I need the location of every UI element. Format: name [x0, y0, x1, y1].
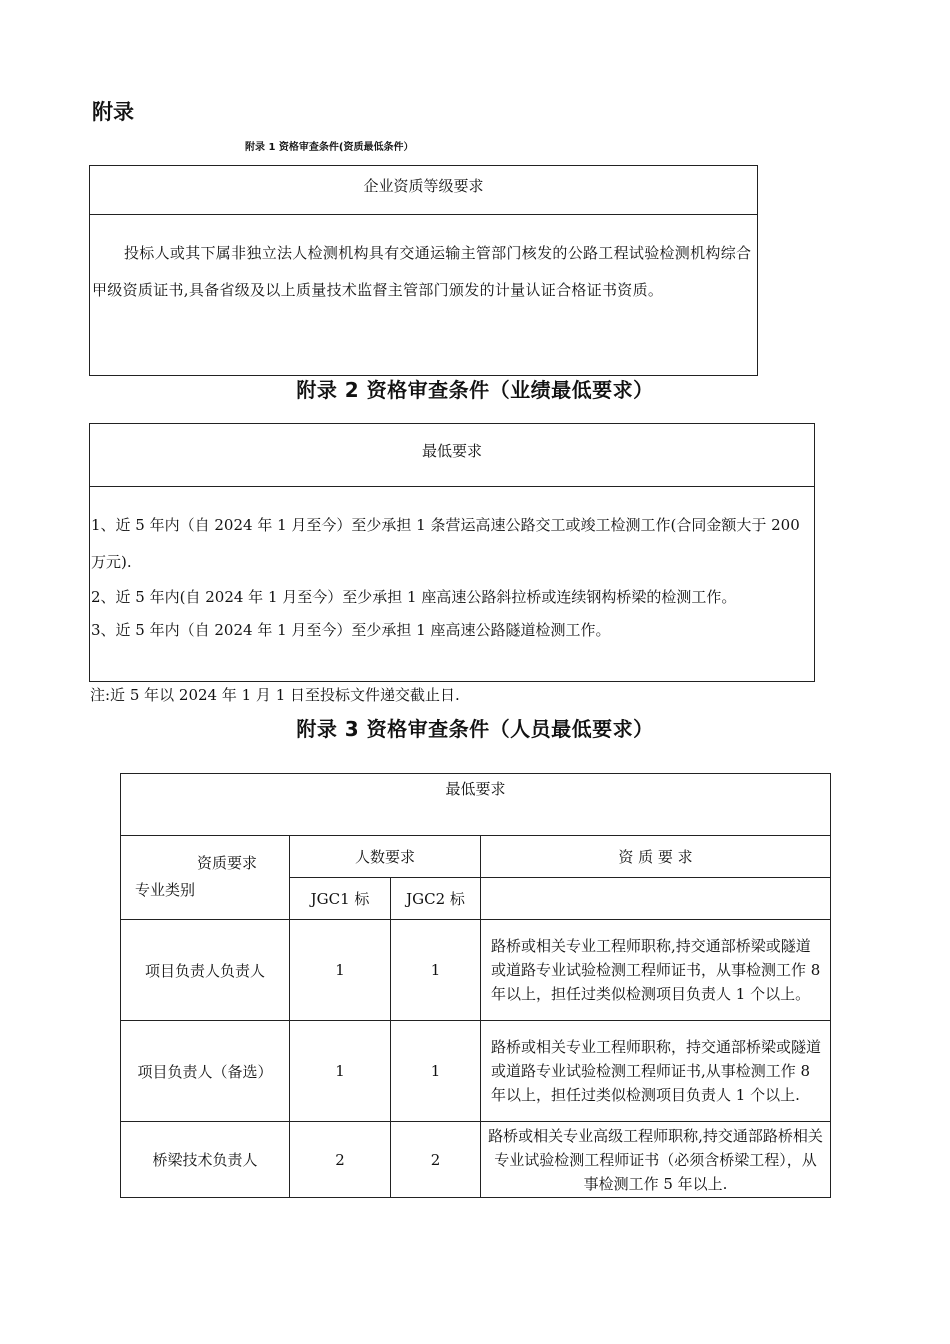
appendix2-note: 注:近 5 年以 2024 年 1 月 1 日至投标文件递交截止日. — [90, 686, 460, 704]
header-count: 人数要求 — [290, 836, 481, 878]
header-diagonal-cell — [121, 836, 290, 920]
jgc2-cell: 1 — [391, 1021, 481, 1122]
jgc2-cell: 1 — [391, 920, 481, 1021]
header-category-label: 专业类别 — [135, 881, 196, 899]
role-cell: 项目负责人（备选） — [121, 1021, 290, 1122]
table-row — [121, 1122, 831, 1198]
qualification-cell: 路桥或相关专业高级工程师职称,持交通部路桥相关专业试验检测工程师证书（必须含桥梁工程），从事检测工作 5 年以上. — [481, 1122, 831, 1198]
appendix2-table — [89, 423, 815, 682]
jgc1-cell: 1 — [290, 1021, 391, 1122]
appendix1-header: 企业资质等级要求 — [90, 166, 757, 215]
role-cell: 桥梁技术负责人 — [121, 1122, 290, 1198]
appendix3-title: 附录 3 资格审查条件（人员最低要求） — [296, 717, 654, 741]
header-jgc2: JGC2 标 — [391, 878, 481, 920]
jgc2-cell: 2 — [391, 1122, 481, 1198]
appendix3-header: 最低要求 — [121, 774, 831, 836]
jgc1-cell: 2 — [290, 1122, 391, 1198]
appendix1-title: 附录 1 资格审查条件(资质最低条件） — [245, 142, 414, 153]
role-cell: 项目负责人负责人 — [121, 920, 290, 1021]
appendix2-header: 最低要求 — [90, 424, 814, 487]
list-item: 2、近 5 年内(自 2024 年 1 月至今）至少承担 1 座高速公路斜拉桥或连续钢构桥梁的检测工作。 — [91, 588, 737, 606]
list-item: 1、近 5 年内（自 2024 年 1 月至今）至少承担 1 条营运高速公路交工或竣工检测工作(合同金额大于 200 万元). — [91, 516, 800, 571]
list-item: 3、近 5 年内（自 2024 年 1 月至今）至少承担 1 座高速公路隧道检测工作。 — [91, 621, 611, 639]
appendix1-table — [89, 165, 758, 376]
header-qualification-label: 资质要求 — [197, 854, 258, 872]
qualification-cell: 路桥或相关专业工程师职称，持交通部桥梁或隧道或道路专业试验检测工程师证书,从事检测工作 8 年以上，担任过类似检测项目负责人 1 个以上. — [481, 1021, 831, 1122]
qualification-cell: 路桥或相关专业工程师职称,持交通部桥梁或隧道或道路专业试验检测工程师证书，从事检测工作 8 年以上，担任过类似检测项目负责人 1 个以上。 — [481, 920, 831, 1021]
header-blank — [481, 878, 831, 920]
header-jgc1: JGC1 标 — [290, 878, 391, 920]
table-row — [121, 1021, 831, 1122]
page-heading: 附录 — [92, 100, 134, 124]
table-row — [121, 920, 831, 1021]
appendix3-table — [120, 773, 831, 1198]
header-qualification: 资 质 要 求 — [481, 836, 831, 878]
jgc1-cell: 1 — [290, 920, 391, 1021]
appendix2-list — [90, 487, 814, 647]
appendix2-title: 附录 2 资格审查条件（业绩最低要求） — [296, 378, 654, 402]
appendix1-body: 投标人或其下属非独立法人检测机构具有交通运输主管部门核发的公路工程试验检测机构综合甲级资质证书,具备省级及以上质量技术监督主管部门颁发的计量认证合格证书资质。 — [92, 244, 752, 299]
